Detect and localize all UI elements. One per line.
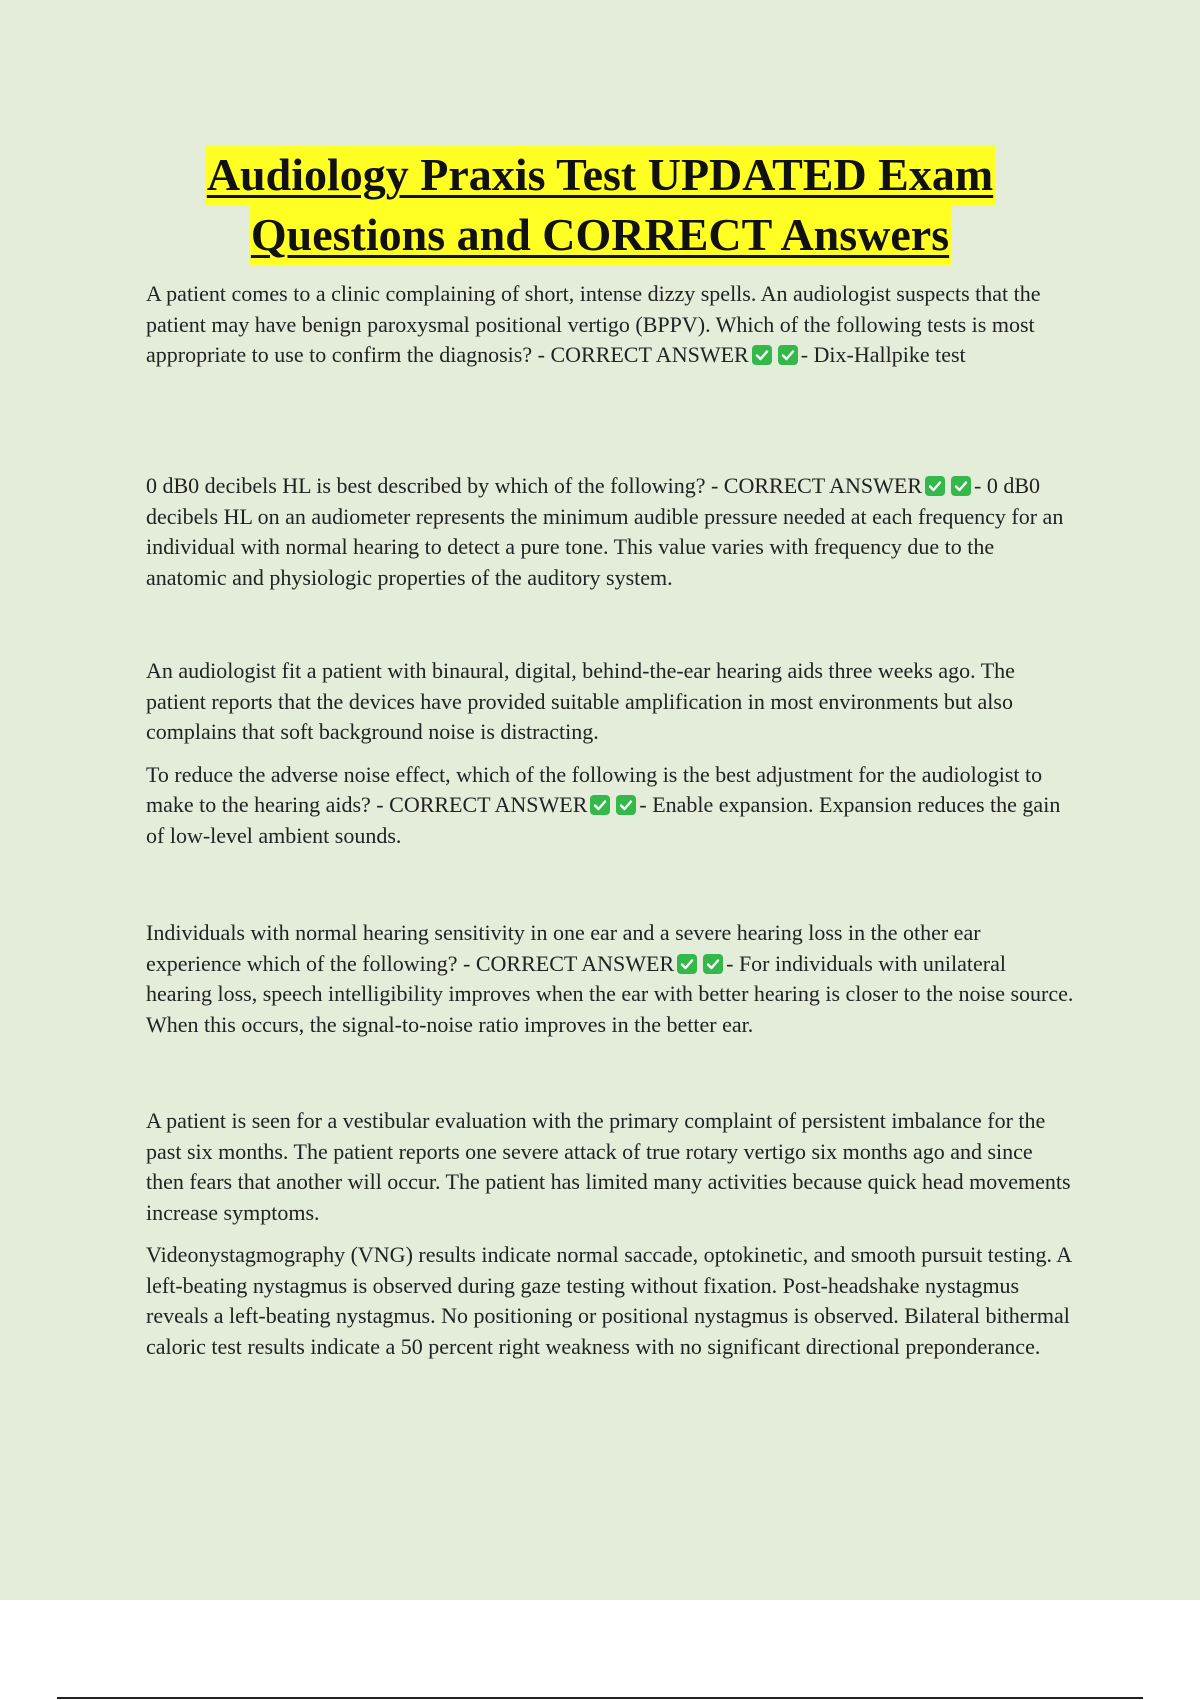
qa-block-2 bbox=[146, 471, 1076, 593]
check-mark-icon bbox=[752, 345, 772, 365]
check-mark-icon bbox=[590, 795, 610, 815]
answer-text: - Enable expansion. Expansion reduces the gain of low-level ambient sounds. bbox=[146, 792, 1061, 848]
question-text: 0 dB0 decibels HL is best described by which of the following? - bbox=[146, 473, 724, 498]
scenario-text: An audiologist fit a patient with binaural, digital, behind-the-ear hearing aids three weeks ago. The patient reports that the devices have provided suitable amplification in most environments but also complains that soft background noise is distracting. bbox=[146, 658, 1015, 744]
qa-block-1 bbox=[146, 279, 1076, 371]
answer-text: - Dix-Hallpike test bbox=[800, 342, 966, 367]
answer-marker: CORRECT ANSWER bbox=[475, 950, 675, 976]
qa-text bbox=[146, 279, 1076, 371]
answer-marker: CORRECT ANSWER bbox=[389, 792, 588, 817]
qa-block-4 bbox=[146, 918, 1076, 1040]
qa-block-5 bbox=[146, 1106, 1076, 1362]
answer-marker: CORRECT ANSWER bbox=[550, 342, 749, 367]
qa-text bbox=[146, 918, 1076, 1040]
check-mark-icon bbox=[951, 476, 971, 496]
check-mark-icon bbox=[677, 954, 697, 974]
qa-text bbox=[146, 760, 1076, 852]
footer-divider bbox=[57, 1697, 1143, 1699]
document-title bbox=[0, 145, 1200, 265]
answer-marker: CORRECT ANSWER bbox=[723, 473, 923, 498]
check-mark-icon bbox=[925, 476, 945, 496]
question-text: A patient comes to a clinic complaining of short, intense dizzy spells. An audiologist suspects that the patient may have benign paroxysmal positional vertigo (BPPV). Which of the following tests is most appropriate to use to confirm the diagnosis? - bbox=[146, 281, 1041, 367]
qa-text bbox=[146, 471, 1076, 593]
check-mark-icon bbox=[616, 795, 636, 815]
answer-text: - For individuals with unilateral hearing loss, speech intelligibility improves when the ear with better hearing is closer to the noise source. When this occurs, the signal-to-noise ratio improves in the better ear. bbox=[146, 950, 1074, 1037]
title-line-1: Audiology Praxis Test UPDATED Exam bbox=[205, 145, 995, 205]
check-mark-icon bbox=[778, 345, 798, 365]
answer-text: - 0 dB0 decibels HL on an audiometer represents the minimum audible pressure needed at each frequency for an individual with normal hearing to detect a pure tone. This value varies with frequency due to the anatomic and physiologic properties of the auditory system. bbox=[146, 473, 1064, 590]
question-text: To reduce the adverse noise effect, which of the following is the best adjustment for the audiologist to make to the hearing aids? - bbox=[146, 761, 1043, 817]
check-mark-icon bbox=[703, 954, 723, 974]
question-text: Individuals with normal hearing sensitivity in one ear and a severe hearing loss in the other ear experience which of the following? - bbox=[146, 920, 981, 976]
scenario-text: A patient is seen for a vestibular evaluation with the primary complaint of persistent imbalance for the past six months. The patient reports one severe attack of true rotary vertigo six months ago and since then fears that another will occur. The patient has limited many activities because quick head movements increase symptoms. bbox=[146, 1108, 1071, 1225]
qa-block-3 bbox=[146, 656, 1076, 851]
details-text: Videonystagmography (VNG) results indicate normal saccade, optokinetic, and smooth pursuit testing. A left-beating nystagmus is observed during gaze testing without fixation. Post-headshake nystagmus reveals a left-beating nystagmus. No positioning or positional nystagmus is observed. Bilateral bithermal caloric test results indicate a 50 percent right weakness with no significant directional preponderance. bbox=[146, 1242, 1071, 1359]
title-line-2: Questions and CORRECT Answers bbox=[249, 205, 951, 265]
